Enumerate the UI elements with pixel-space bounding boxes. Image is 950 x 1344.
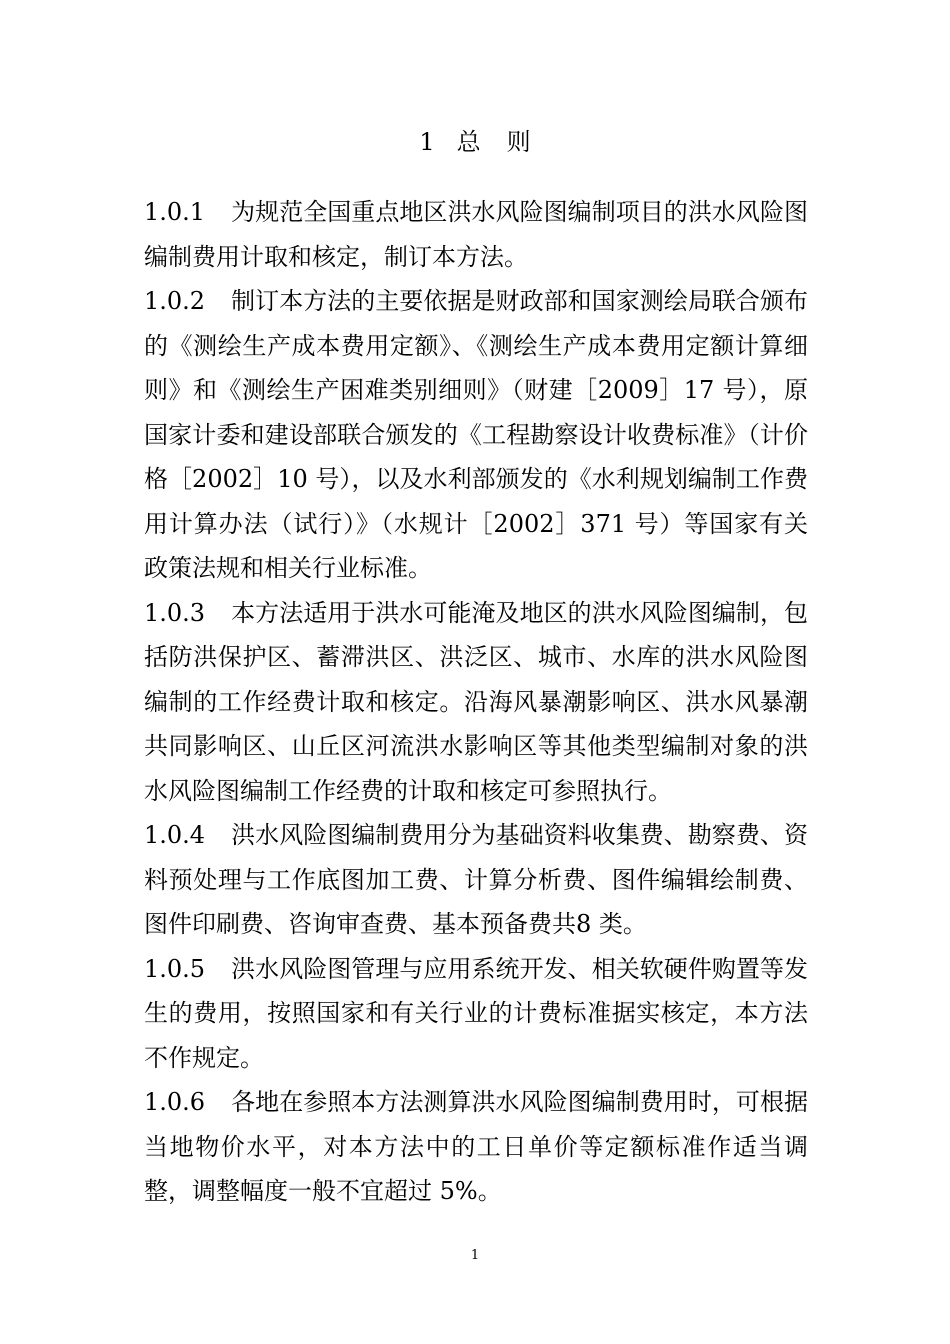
clause-text: 为规范全国重点地区洪水风险图编制项目的洪水风险图编制费用计取和核定，制订本方法。	[144, 198, 808, 271]
clause-number: 1.0.5	[144, 954, 206, 983]
clause-text: 洪水风险图管理与应用系统开发、相关软硬件购置等发生的费用，按照国家和有关行业的计费标准据实核定，本方法不作规定。	[144, 954, 808, 1072]
clause-1-0-3	[144, 591, 808, 814]
chapter-heading	[0, 124, 950, 160]
clause-text: 本方法适用于洪水可能淹及地区的洪水风险图编制，包括防洪保护区、蓄滞洪区、洪泛区、城市、水库的洪水风险图编制的工作经费计取和核定。沿海风暴潮影响区、洪水风暴潮共同影响区、山丘区河流洪水影响区等其他类型编制对象的洪水风险图编制工作经费的计取和核定可参照执行。	[144, 598, 808, 805]
clause-number: 1.0.2	[144, 287, 206, 315]
page-number: 1	[470, 1248, 480, 1263]
clause-number: 1.0.3	[144, 598, 206, 627]
chapter-title-part1: 总	[456, 128, 481, 156]
chapter-title-part2: 则	[506, 128, 531, 156]
clause-number: 1.0.1	[144, 198, 206, 226]
clause-number: 1.0.6	[144, 1088, 206, 1116]
clause-1-0-4	[144, 813, 808, 947]
chapter-number: 1	[419, 128, 435, 156]
document-body	[144, 190, 808, 1214]
clause-1-0-1	[144, 190, 808, 279]
clause-text: 洪水风险图编制费用分为基础资料收集费、勘察费、资料预处理与工作底图加工费、计算分析费、图件编辑绘制费、图件印刷费、咨询审查费、基本预备费共8 类。	[144, 821, 808, 938]
clause-1-0-5	[144, 947, 808, 1081]
clause-number: 1.0.4	[144, 821, 206, 849]
clause-1-0-6	[144, 1080, 808, 1214]
clause-1-0-2	[144, 279, 808, 591]
clause-text: 各地在参照本方法测算洪水风险图编制费用时，可根据当地物价水平，对本方法中的工日单价等定额标准作适当调整，调整幅度一般不宜超过 5%。	[144, 1088, 808, 1205]
clause-text: 制订本方法的主要依据是财政部和国家测绘局联合颁布的《测绘生产成本费用定额》、《测绘生产成本费用定额计算细则》和《测绘生产困难类别细则》（财建［2009］17 号），原国家计委和建设部联合颁发的《工程勘察设计收费标准》（计价格［2002］10 号），以及水利部颁发的《水利规划编制工作费用计算办法（试行）》（水规计［2002］371 号）等国家有关政策法规和相关行业标准。	[144, 287, 808, 582]
